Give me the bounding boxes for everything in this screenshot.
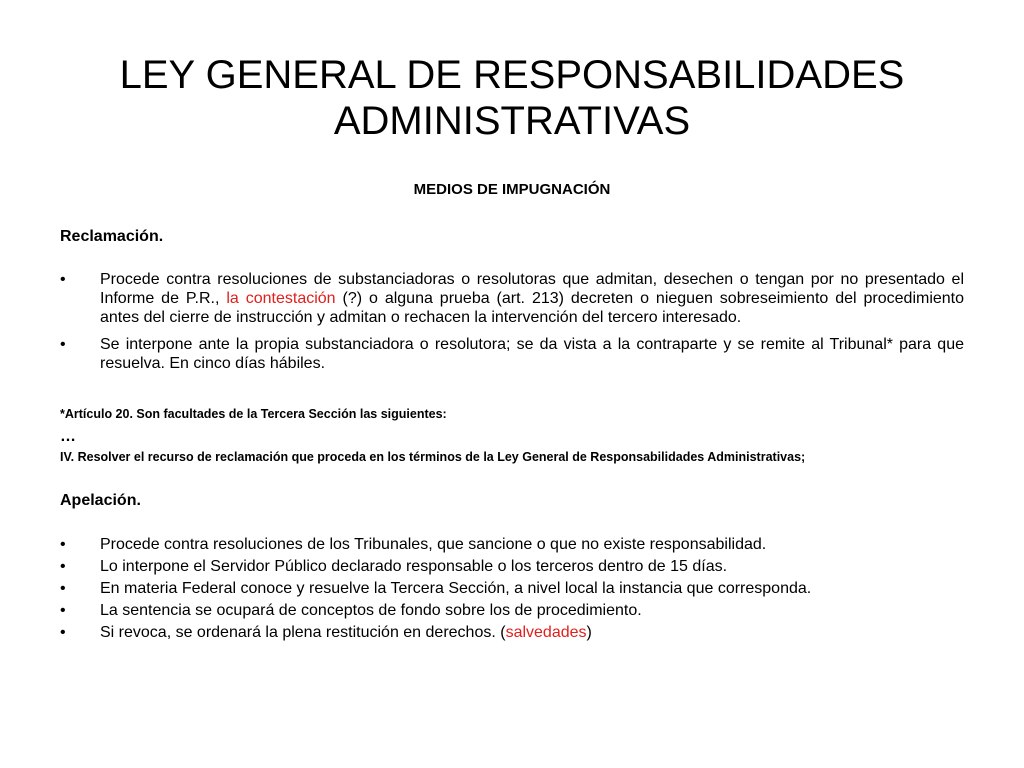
apelacion-heading: Apelación. bbox=[60, 492, 141, 509]
item-text: En materia Federal conoce y resuelve la Tercera Sección, a nivel local la instancia que corresponda. bbox=[100, 580, 812, 597]
section-subtitle: MEDIOS DE IMPUGNACIÓN bbox=[413, 181, 611, 198]
bullet-marker: • bbox=[60, 558, 66, 575]
reclamacion-list bbox=[60, 270, 964, 373]
bullet-marker: • bbox=[60, 336, 66, 353]
footnote-ellipsis: … bbox=[60, 428, 76, 445]
bullet-marker: • bbox=[60, 624, 66, 641]
list-item bbox=[60, 601, 964, 620]
highlight-text: la contestación bbox=[226, 290, 336, 307]
item-text: Lo interpone el Servidor Público declarado responsable o los terceros dentro de 15 días. bbox=[100, 558, 728, 575]
reclamacion-heading: Reclamación. bbox=[60, 228, 164, 245]
item-text: Procede contra resoluciones de substanciadoras o resolutoras que admitan, desechen o tengan por no presentado el Informe de P.R., bbox=[100, 271, 964, 307]
slide-title: LEY GENERAL DE RESPONSABILIDADES ADMINISTRATIVAS bbox=[119, 53, 905, 143]
bullet-marker: • bbox=[60, 580, 66, 597]
list-item bbox=[60, 623, 964, 642]
list-item bbox=[60, 335, 964, 373]
footnote-article: *Artículo 20. Son facultades de la Tercera Sección las siguientes: bbox=[60, 407, 447, 421]
list-item bbox=[60, 270, 964, 327]
bullet-marker: • bbox=[60, 602, 66, 619]
list-item bbox=[60, 535, 964, 554]
bullet-marker: • bbox=[60, 536, 66, 553]
apelacion-list bbox=[60, 535, 964, 642]
item-text: La sentencia se ocupará de conceptos de fondo sobre los de procedimiento. bbox=[100, 602, 642, 619]
footnote-fraction: IV. Resolver el recurso de reclamación que proceda en los términos de la Ley General de Responsabilidades Administrativas; bbox=[60, 450, 806, 464]
item-text: (?) o alguna prueba (art. 213) decreten o nieguen sobreseimiento del procedimiento antes del cierre de instrucción y admitan o rechacen la intervención del tercero interesado. bbox=[100, 290, 965, 326]
highlight-text: salvedades bbox=[505, 624, 587, 641]
item-text: Si revoca, se ordenará la plena restitución en derechos. ( bbox=[100, 624, 506, 641]
list-item bbox=[60, 557, 964, 576]
item-text: Se interpone ante la propia substanciadora o resolutora; se da vista a la contraparte y se remite al Tribunal* para que resuelva. En cinco días hábiles. bbox=[100, 336, 964, 372]
item-text: Procede contra resoluciones de los Tribunales, que sancione o que no existe responsabilidad. bbox=[100, 536, 767, 553]
bullet-marker: • bbox=[60, 271, 66, 288]
item-text: ) bbox=[586, 624, 592, 641]
list-item bbox=[60, 579, 964, 598]
